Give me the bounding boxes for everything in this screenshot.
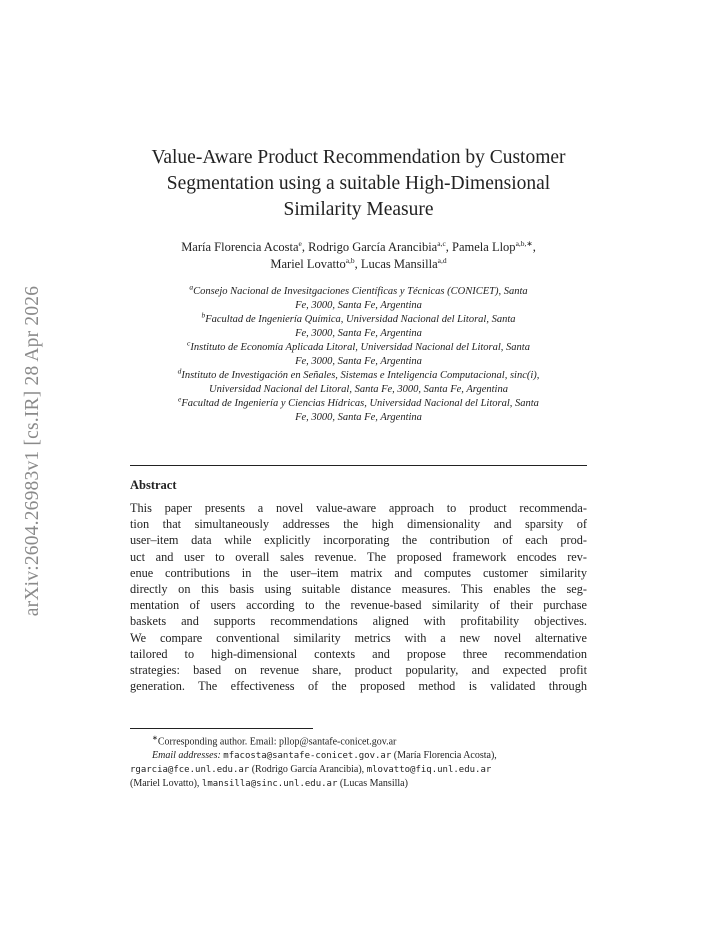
abstract-heading: Abstract	[130, 478, 177, 492]
affil-mark: c	[187, 338, 191, 348]
abstract-line: tion that simultaneously addresses the high dimensionality and sparsity of	[130, 517, 587, 532]
author-name: Mariel Lovatto	[270, 257, 346, 271]
abstract-top-rule	[130, 465, 587, 466]
footnote-rule	[130, 728, 313, 729]
email-footnote-line	[130, 749, 587, 763]
affil-line: Facultad de Ingeniería y Ciencias Hídricas, Universidad Nacional del Litoral, Santa	[181, 398, 539, 409]
author-affil-mark: e	[298, 238, 302, 248]
affil-line: Facultad de Ingeniería Química, Universidad Nacional del Litoral, Santa	[205, 314, 516, 325]
email-address[interactable]: mfacosta@santafe-conicet.gov.ar	[223, 751, 392, 762]
title-line: Similarity Measure	[283, 199, 434, 220]
author-name: Pamela Llop	[452, 240, 516, 254]
email-footnote-line	[130, 763, 587, 777]
abstract-line: baskets and supports recommendations aligned with profitability objectives.	[130, 614, 587, 629]
affiliation	[135, 394, 582, 425]
affiliation	[135, 366, 582, 397]
author-affil-mark: a,c	[437, 238, 446, 248]
email-owner: (Lucas Mansilla)	[339, 778, 408, 790]
email-owner: (Mariel Lovatto),	[130, 778, 200, 790]
affil-line: Instituto de Investigación en Señales, Sistemas e Inteligencia Computacional, sinc(i),	[181, 370, 540, 381]
abstract-line: enue contributions in the user–item matrix and computes customer similarity	[130, 565, 587, 580]
abstract-line: directly on this basis using suitable distance measures. This enables the seg-	[130, 582, 587, 597]
email-owner: (Rodrigo García Arancibia),	[251, 764, 365, 776]
affil-mark: d	[177, 366, 182, 376]
author-name: María Florencia Acosta	[181, 240, 299, 254]
author-affil-mark: a,b,∗	[515, 238, 533, 248]
email-footnote-line	[130, 777, 587, 791]
affil-line: Instituto de Economía Aplicada Litoral, Universidad Nacional del Litoral, Santa	[190, 342, 530, 353]
affil-mark: e	[178, 394, 182, 404]
footnotes	[130, 731, 587, 791]
author-name: Rodrigo García Arancibia	[308, 240, 438, 254]
affiliation-list	[135, 282, 582, 425]
abstract-body	[130, 500, 587, 694]
affil-line: Universidad Nacional del Litoral, Santa Fe, 3000, Santa Fe, Argentina	[209, 384, 508, 395]
email-address[interactable]: rgarcia@fce.unl.edu.ar	[130, 765, 250, 776]
abstract-line: This paper presents a novel value-aware approach to product recommenda-	[130, 501, 587, 515]
affiliation	[135, 282, 582, 313]
abstract-line: uct and user to overall sales revenue. The proposed framework encodes rev-	[130, 549, 587, 564]
abstract-line: We compare conventional similarity metrics with a new novel alternative	[130, 630, 587, 645]
affil-line: Fe, 3000, Santa Fe, Argentina	[295, 412, 422, 423]
abstract-line: tailored to high-dimensional contexts and propose three recommendation	[130, 646, 587, 661]
paper-title	[130, 145, 587, 223]
email-address[interactable]: mlovatto@fiq.unl.edu.ar	[366, 765, 492, 776]
affil-mark: b	[201, 310, 206, 320]
author-list: María Florencia Acosta$^e$, Rodrigo García Arancibia$^{a,c}$, Pamela Llop$^{a,b,∗}$, Mariel Lovatto$^{a,b}$, Lucas Mansilla$^{a,d}$	[181, 238, 536, 271]
email-owner: (María Florencia Acosta),	[393, 750, 497, 762]
corresponding-text: Corresponding author. Email: pllop@santafe-conicet.gov.ar	[157, 736, 397, 748]
arxiv-sidebar-stamp: arXiv:2604.26983v1 [cs.IR] 28 Apr 2026	[22, 285, 43, 617]
author-name: Lucas Mansilla	[360, 257, 438, 271]
abstract-line: mentation of users according to the revenue-based similarity of their purchase	[130, 598, 587, 613]
abstract-line: strategies: based on revenue share, product popularity, and expected profit	[130, 663, 587, 678]
abstract-line: generation. The effectiveness of the proposed method is validated through	[130, 679, 587, 694]
abstract-line: user–item data while explicitly incorporating the contribution of each prod-	[130, 533, 587, 548]
title-line: Value-Aware Product Recommendation by Customer	[151, 147, 566, 168]
affil-line: Consejo Nacional de Invesitgaciones Científicas y Técnicas (CONICET), Santa	[193, 286, 528, 297]
email-label: Email addresses:	[152, 750, 221, 762]
affil-line: Fe, 3000, Santa Fe, Argentina	[295, 356, 422, 367]
affiliation	[135, 338, 582, 369]
author-affil-mark: a,b	[345, 255, 355, 265]
affil-mark: a	[189, 282, 194, 292]
affiliation	[135, 310, 582, 341]
title-line: Segmentation using a suitable High-Dimensional	[166, 173, 551, 194]
corresponding-footnote	[130, 731, 587, 749]
footnote-mark: ∗	[152, 734, 158, 742]
affil-line: Fe, 3000, Santa Fe, Argentina	[295, 300, 422, 311]
author-affil-mark: a,d	[437, 255, 447, 265]
email-address[interactable]: lmansilla@sinc.unl.edu.ar	[201, 779, 338, 790]
affil-line: Fe, 3000, Santa Fe, Argentina	[295, 328, 422, 339]
